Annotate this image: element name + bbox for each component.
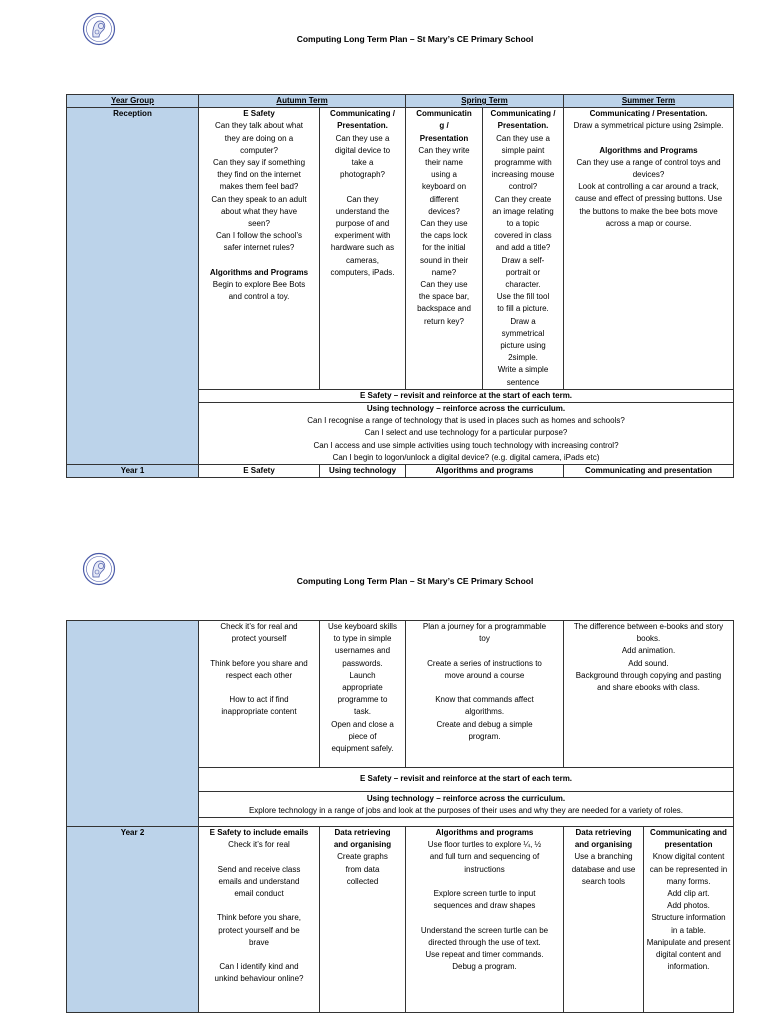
year1-using-tech-text: Use keyboard skills to type in simple usernames and passwords. Launch appropriate programme to task. Open and close a piece of equipment safely.: [320, 621, 406, 768]
year2-data1-heading: Data retrieving and organising: [333, 828, 392, 850]
reception-label: Reception: [67, 108, 199, 465]
year2-label: Year 2: [67, 827, 199, 1013]
plan-table-page2: [66, 620, 734, 1013]
year1-using-technology: [199, 792, 734, 818]
autumn-esafety-heading: E Safety: [243, 109, 275, 119]
year1-head-esafety: E Safety: [199, 465, 320, 478]
reception-summer: [564, 108, 734, 390]
reception-autumn-communicating: [320, 108, 406, 390]
year2-communicating-heading: Communicating and presentation: [650, 828, 727, 850]
year2-data2-text: Use a branching database and use search tools: [571, 852, 636, 886]
year2-algorithms-heading: Algorithms and programs: [435, 828, 534, 837]
year1-label: Year 1: [67, 465, 199, 478]
year2-algorithms: [406, 827, 564, 1013]
year1-content-row: [67, 621, 734, 768]
spacer-cell: [199, 818, 734, 827]
summer-algorithms-text: Can they use a range of control toys and devices? Look at controlling a car around a track, cause and effect of pressing buttons. Use the buttons to make the bee bots move across a map or course.: [574, 157, 723, 228]
autumn-esafety-text: Can they talk about what they are doing on a computer? Can they say if something they find on the internet makes them feel bad? Can they speak to an adult about what they have seen? Can I follow the school’s safer internet rules?: [211, 121, 307, 253]
year1-head-communicating: Communicating and presentation: [564, 465, 734, 478]
header-spring-term: Spring Term: [406, 95, 564, 108]
year1-using-tech-body: Explore technology in a range of jobs and look at the purposes of their uses and why they are needed for a variety of roles.: [248, 805, 684, 815]
autumn-algorithms-heading: Algorithms and Programs: [209, 267, 309, 277]
autumn-communicating-text: Can they use a digital device to take a photograph? Can they understand the purpose of and experiment with hardware such as cameras, computers, iPads.: [330, 133, 395, 277]
spring2-text: Can they use a simple paint programme with increasing mouse control? Can they create an image relating to a topic covered in class and add a title? Draw a self- portrait or character. Use the fill tool to fill a picture. Draw a symmetrical picture using 2simple. Write a simple sentence: [491, 133, 555, 387]
year2-data-retrieving-2: [564, 827, 644, 1013]
reception-spring-communicating-2: [483, 108, 564, 390]
year2-esafety-text: Check it’s for real Send and receive class emails and understand email conduct Think before you share, protect yourself and be brave Can I identify kind and unkind behaviour online?: [214, 840, 304, 984]
plan-table-page1: [66, 94, 734, 478]
using-tech-heading: Using technology – reinforce across the curriculum.: [366, 404, 566, 414]
header-year-group: Year Group: [67, 95, 199, 108]
autumn-algorithms-text: Begin to explore Bee Bots and control a toy.: [212, 279, 306, 302]
page-title: Computing Long Term Plan – St Mary’s CE Primary School: [296, 34, 534, 44]
year2-row: [67, 827, 734, 1013]
using-tech-text: Can I recognise a range of technology that is used in places such as homes and schools? Can I select and use technology for a particular purpose? Can I access and use simple activities using touch technology with increasing control? Can I begin to logon/unlock a digital device? (e.g. digital camera, iPads etc): [307, 416, 625, 462]
year2-communicating-text: Know digital content can be represented in many forms. Add clip art. Add photos. Structure information in a table. Manipulate and present digital content and information.: [646, 852, 731, 972]
autumn-communicating-heading: Communicating / Presentation.: [330, 109, 395, 131]
year2-data-retrieving-1: [320, 827, 406, 1013]
year2-esafety: [199, 827, 320, 1013]
year2-data2-heading: Data retrieving and organising: [574, 828, 633, 850]
header-summer-term: Summer Term: [564, 95, 734, 108]
year1-head-algorithms: Algorithms and programs: [406, 465, 564, 478]
spring1-text: Can they write their name using a keyboard on different devices? Can they use the caps lock for the initial sound in their name? Can they use the space bar, backspace and return key?: [417, 145, 471, 326]
spring1-heading: Communicatin g / Presentation: [416, 109, 472, 143]
year1-using-tech-heading: Using technology – reinforce across the curriculum.: [366, 793, 566, 803]
year2-data1-text: Create graphs from data collected: [337, 852, 388, 886]
summer-algorithms-heading: Algorithms and Programs: [599, 145, 698, 155]
year2-esafety-heading: E Safety to include emails: [209, 828, 309, 837]
year1-head-using-tech: Using technology: [320, 465, 406, 478]
year1-communicating-text: The difference between e-books and story books. Add animation. Add sound. Background through copying and pasting and share ebooks with class.: [564, 621, 734, 768]
year1-header-row: [67, 465, 734, 478]
summer-communicating-text: Draw a symmetrical picture using 2simple.: [573, 121, 724, 131]
spring2-heading: Communicating / Presentation.: [490, 109, 556, 131]
year1-algorithms-text: Plan a journey for a programmable toy Create a series of instructions to move around a course Know that commands affect algorithms. Create and debug a simple program.: [406, 621, 564, 768]
reception-esafety-revisit: E Safety – revisit and reinforce at the start of each term.: [199, 389, 734, 402]
year1-esafety-revisit: E Safety – revisit and reinforce at the start of each term.: [199, 768, 734, 792]
summer-communicating-heading: Communicating / Presentation.: [589, 109, 708, 119]
reception-using-technology: [199, 403, 734, 465]
reception-spring-communicating-1: [406, 108, 483, 390]
year2-algorithms-text: Use floor turtles to explore ¼, ½ and full turn and sequencing of instructions Explore screen turtle to input sequences and draw shapes Understand the screen turtle can be directed through the use of text. Use repeat and timer commands. Debug a program.: [420, 840, 549, 972]
year2-communicating: [644, 827, 734, 1013]
reception-autumn-esafety: [199, 108, 320, 390]
header-row: [67, 95, 734, 108]
year1-continued-label: [67, 621, 199, 827]
reception-row: [67, 108, 734, 390]
year1-esafety-text: Check it’s for real and protect yourself Think before you share and respect each other How to act if find inappropriate content: [199, 621, 320, 768]
page-title: Computing Long Term Plan – St Mary’s CE Primary School: [296, 576, 534, 586]
header-autumn-term: Autumn Term: [199, 95, 406, 108]
